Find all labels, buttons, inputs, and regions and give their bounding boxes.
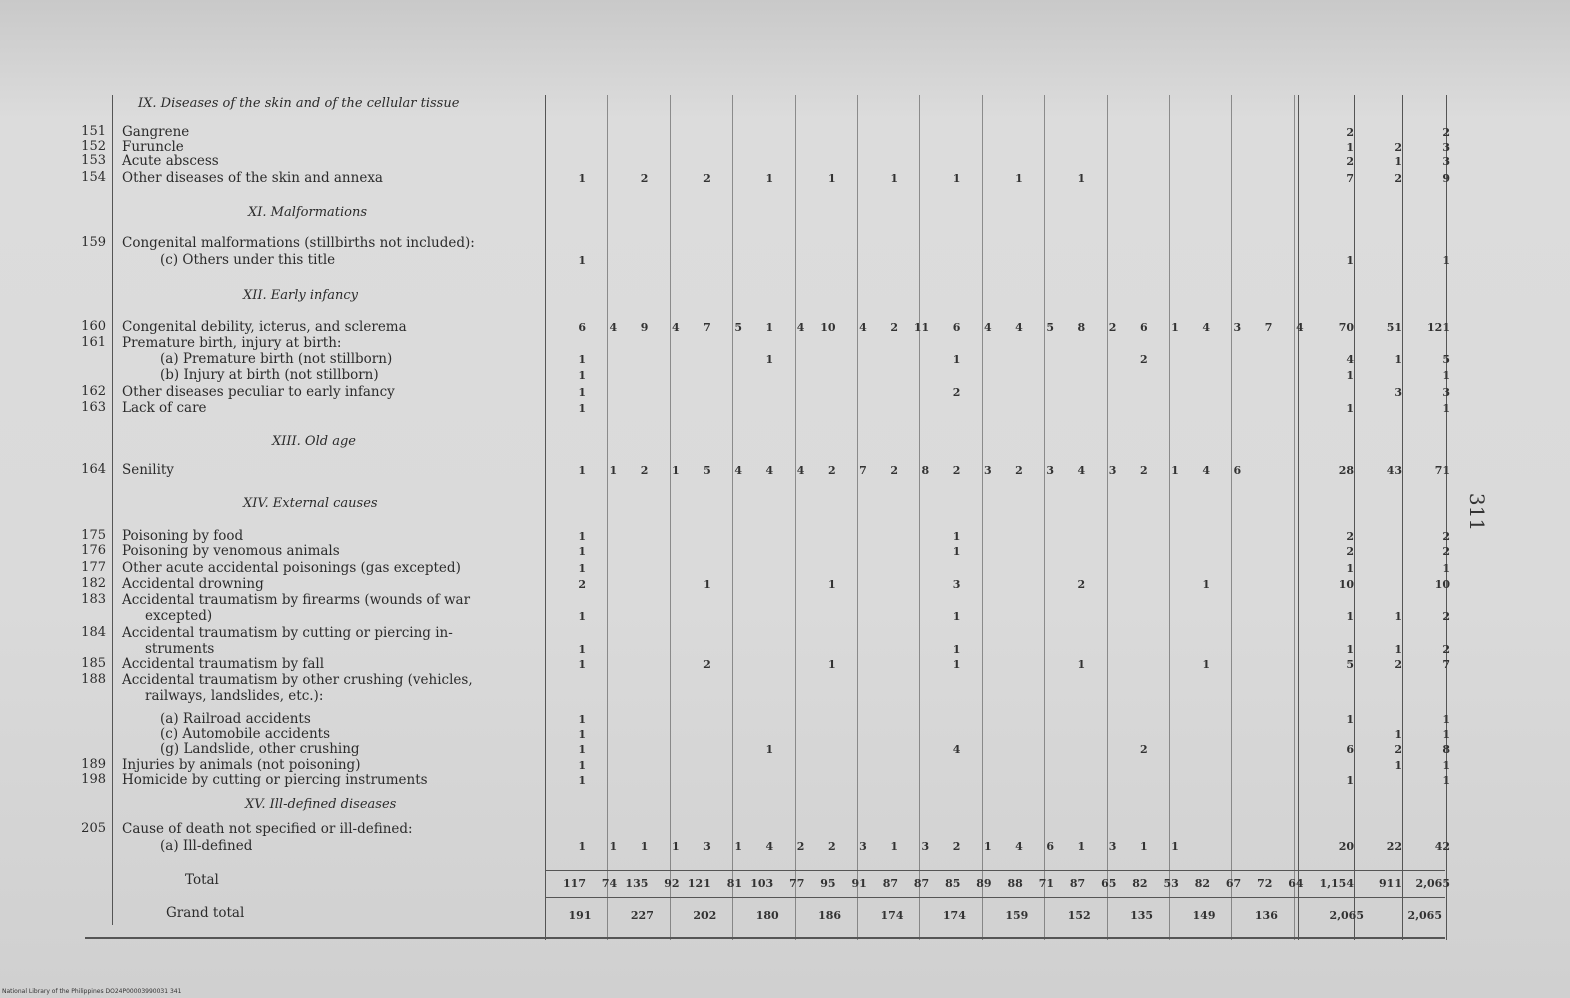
row-value: 7: [703, 321, 711, 334]
row-total: 71: [1434, 464, 1450, 477]
row-total: 1: [1442, 562, 1450, 575]
row-value: 4: [1202, 321, 1210, 334]
row-code: 153: [81, 153, 106, 168]
row-total: 1: [1394, 610, 1402, 623]
total-value: 53: [1163, 877, 1179, 890]
total-sum: 911: [1379, 877, 1402, 890]
grand-total-value: 180: [755, 909, 779, 922]
row-value: 1: [765, 321, 774, 334]
total-sum: 2,065: [1415, 877, 1450, 890]
column-rule: [1294, 95, 1295, 940]
grand-total-value: 202: [693, 909, 717, 922]
row-value: 4: [765, 840, 774, 853]
row-code: 160: [81, 319, 106, 334]
row-total: 2: [1442, 530, 1450, 543]
row-value: 2: [952, 464, 961, 477]
row-value: 2: [1139, 464, 1148, 477]
row-total: 1: [1442, 774, 1450, 787]
section-title-ix: IX. Diseases of the skin and of the cellular tissue: [138, 96, 460, 111]
row-value: 2: [640, 464, 649, 477]
row-total: 1: [1394, 728, 1402, 741]
row-total: 5: [1442, 353, 1450, 366]
row-label: struments: [145, 641, 215, 657]
total-value: 81: [726, 877, 742, 890]
row-value: 1: [1077, 840, 1086, 853]
row-code: 175: [81, 528, 106, 543]
row-total: 2: [1394, 172, 1402, 185]
row-total: 1: [1346, 610, 1354, 623]
total-value: 89: [976, 877, 992, 890]
row-value: 4: [1015, 840, 1023, 853]
row-total: 1: [1346, 141, 1354, 154]
total-value: 121: [687, 877, 711, 890]
row-value: 1: [1077, 172, 1086, 185]
row-value: 7: [859, 464, 867, 477]
column-rule: [670, 95, 671, 940]
row-total: 20: [1338, 840, 1354, 853]
bottom-rule: [85, 937, 1445, 939]
row-total: 3: [1442, 141, 1450, 154]
row-value: 1: [578, 743, 586, 756]
total-value: 67: [1225, 877, 1242, 890]
row-value: 1: [952, 610, 961, 623]
row-total: 1: [1346, 643, 1354, 656]
row-value: 1: [578, 369, 586, 382]
row-value: 3: [952, 578, 961, 591]
row-total: 3: [1394, 386, 1402, 399]
row-value: 2: [1077, 578, 1086, 591]
total-value: 64: [1288, 877, 1304, 890]
row-label: Congenital debility, icterus, and sclerema: [122, 319, 407, 335]
row-value: 1: [952, 658, 961, 671]
row-value: 1: [890, 172, 898, 185]
row-value: 2: [703, 172, 711, 185]
row-value: 2: [952, 840, 961, 853]
total-value: 74: [601, 877, 618, 890]
row-value: 2: [1139, 353, 1148, 366]
row-value: 4: [983, 321, 992, 334]
column-rule: [1402, 95, 1403, 940]
row-total: 8: [1442, 743, 1450, 756]
row-value: 10: [820, 321, 836, 334]
row-label: Poisoning by food: [122, 528, 244, 544]
row-value: 2: [1015, 464, 1023, 477]
row-code: 177: [81, 560, 106, 575]
row-label: Lack of care: [122, 400, 207, 416]
row-total: 42: [1434, 840, 1450, 853]
total-value: 82: [1132, 877, 1148, 890]
row-value: 5: [1046, 321, 1054, 334]
row-value: 6: [952, 321, 961, 334]
row-value: 2: [1139, 743, 1148, 756]
grand-total-value: 152: [1067, 909, 1091, 922]
row-label: Other diseases of the skin and annexa: [122, 170, 383, 186]
row-value: 7: [1264, 321, 1273, 334]
row-total: 1: [1346, 713, 1354, 726]
row-value: 1: [952, 530, 961, 543]
row-value: 1: [765, 353, 774, 366]
row-value: 8: [921, 464, 930, 477]
row-value: 1: [578, 562, 586, 575]
row-value: 2: [952, 386, 961, 399]
row-total: 22: [1386, 840, 1402, 853]
row-value: 2: [578, 578, 586, 591]
row-label: Homicide by cutting or piercing instruments: [122, 772, 428, 788]
row-value: 1: [671, 464, 680, 477]
grand-total-sum: 2,065: [1329, 909, 1364, 922]
row-value: 4: [1077, 464, 1086, 477]
row-label: Furuncle: [122, 139, 184, 155]
row-total: 1: [1394, 643, 1402, 656]
row-value: 1: [578, 610, 586, 623]
row-value: 3: [859, 840, 867, 853]
row-value: 1: [1171, 321, 1179, 334]
row-value: 4: [765, 464, 774, 477]
row-value: 1: [1202, 578, 1210, 591]
grand-total-value: 136: [1254, 909, 1278, 922]
row-total: 121: [1427, 321, 1450, 334]
row-total: 10: [1338, 578, 1354, 591]
column-rule: [1446, 95, 1447, 940]
row-code: 161: [81, 335, 106, 350]
row-label: Premature birth, injury at birth:: [122, 335, 342, 351]
row-code: 205: [81, 821, 106, 836]
total-value: 87: [913, 877, 930, 890]
total-value: 117: [563, 877, 586, 890]
row-code: 159: [81, 235, 106, 250]
row-value: 4: [952, 743, 961, 756]
row-label: Cause of death not specified or ill-defined:: [122, 821, 413, 837]
row-value: 2: [1108, 321, 1117, 334]
column-rule: [1354, 95, 1355, 940]
total-rule: [545, 897, 1445, 898]
row-code: 183: [81, 592, 106, 607]
row-value: 4: [859, 321, 867, 334]
row-value: 2: [827, 840, 836, 853]
row-value: 3: [1046, 464, 1054, 477]
total-sum: 1,154: [1319, 877, 1354, 890]
row-value: 4: [671, 321, 680, 334]
total-rule: [545, 870, 1445, 871]
row-total: 2: [1442, 126, 1450, 139]
row-value: 3: [1233, 321, 1242, 334]
row-label: excepted): [145, 608, 213, 624]
row-value: 8: [1077, 321, 1086, 334]
row-value: 6: [578, 321, 586, 334]
row-label: Accidental traumatism by cutting or piercing in-: [122, 625, 453, 641]
row-value: 1: [952, 172, 961, 185]
row-total: 1: [1442, 759, 1450, 772]
row-label: Gangrene: [122, 124, 190, 140]
page-number: 311: [1464, 492, 1489, 532]
row-label: Accidental drowning: [122, 576, 264, 592]
row-value: 4: [1015, 321, 1023, 334]
row-value: 1: [609, 840, 618, 853]
section-title-xiv: XIV. External causes: [243, 496, 378, 511]
section-title-xi: XI. Malformations: [248, 205, 368, 220]
row-value: 9: [640, 321, 649, 334]
total-value: 91: [851, 877, 867, 890]
row-label: Other acute accidental poisonings (gas excepted): [122, 560, 461, 576]
row-code: 164: [81, 462, 106, 477]
row-value: 1: [578, 658, 586, 671]
row-value: 1: [640, 840, 649, 853]
row-total: 2: [1394, 743, 1402, 756]
grand-total-value: 149: [1192, 909, 1216, 922]
row-label: Other diseases peculiar to early infancy: [122, 384, 395, 400]
column-rule: [545, 95, 546, 940]
row-value: 1: [578, 172, 586, 185]
row-value: 4: [796, 464, 805, 477]
grand-total-value: 174: [942, 909, 966, 922]
row-value: 4: [609, 321, 618, 334]
column-rule: [795, 95, 796, 940]
row-value: 1: [952, 545, 961, 558]
total-value: 135: [625, 877, 649, 890]
row-value: 11: [913, 321, 930, 334]
row-value: 1: [578, 254, 586, 267]
column-rule: [1231, 95, 1232, 940]
row-value: 3: [921, 840, 930, 853]
row-value: 2: [640, 172, 649, 185]
grand-total-value: 227: [630, 909, 654, 922]
row-value: 1: [827, 172, 836, 185]
row-total: 7: [1346, 172, 1354, 185]
row-value: 2: [796, 840, 805, 853]
row-value: 4: [796, 321, 805, 334]
row-value: 1: [578, 402, 586, 415]
row-code: 163: [81, 400, 106, 415]
grand-total-value: 174: [880, 909, 904, 922]
row-label: Senility: [122, 462, 174, 478]
grand-total-value: 159: [1005, 909, 1029, 922]
total-value: 95: [820, 877, 836, 890]
row-total: 7: [1442, 658, 1450, 671]
row-total: 2: [1346, 530, 1354, 543]
row-label: Injuries by animals (not poisoning): [122, 757, 361, 773]
column-rule: [919, 95, 920, 940]
row-total: 2: [1442, 610, 1450, 623]
row-value: 1: [578, 643, 586, 656]
row-label: Congenital malformations (stillbirths not included):: [122, 235, 475, 251]
row-total: 1: [1346, 369, 1354, 382]
row-code: 162: [81, 384, 106, 399]
row-label: railways, landslides, etc.):: [145, 688, 324, 704]
column-rule: [857, 95, 858, 940]
row-total: 1: [1346, 254, 1354, 267]
row-total: 4: [1346, 353, 1354, 366]
column-rule: [982, 95, 983, 940]
row-code: 189: [81, 757, 106, 772]
row-code: 188: [81, 672, 106, 687]
row-total: 2: [1346, 545, 1354, 558]
total-value: 85: [945, 877, 961, 890]
total-value: 87: [882, 877, 898, 890]
row-label: (a) Premature birth (not stillborn): [160, 351, 393, 367]
row-value: 3: [983, 464, 992, 477]
row-value: 1: [1171, 464, 1179, 477]
row-value: 1: [1077, 658, 1086, 671]
row-code: 176: [81, 543, 106, 558]
row-value: 1: [578, 545, 586, 558]
row-total: 1: [1442, 728, 1450, 741]
row-value: 1: [765, 743, 774, 756]
section-title-xiii: XIII. Old age: [272, 434, 356, 449]
row-label: Poisoning by venomous animals: [122, 543, 340, 559]
grand-total-label: Grand total: [166, 905, 245, 921]
section-title-xii: XII. Early infancy: [243, 288, 358, 303]
row-total: 1: [1394, 759, 1402, 772]
row-total: 1: [1346, 402, 1354, 415]
row-label: Accidental traumatism by fall: [122, 656, 325, 672]
column-rule: [607, 95, 608, 940]
column-rule: [1298, 95, 1299, 940]
row-total: 1: [1394, 353, 1402, 366]
row-total: 2: [1346, 155, 1354, 168]
row-value: 1: [1171, 840, 1179, 853]
row-code: 182: [81, 576, 106, 591]
row-value: 3: [703, 840, 711, 853]
row-value: 2: [703, 658, 711, 671]
row-value: 1: [734, 840, 742, 853]
grand-total-value: 186: [818, 909, 842, 922]
row-value: 4: [1202, 464, 1210, 477]
row-code: 151: [81, 124, 106, 139]
total-value: 71: [1038, 877, 1054, 890]
row-value: 1: [952, 643, 961, 656]
row-total: 1: [1442, 254, 1450, 267]
total-value: 87: [1069, 877, 1086, 890]
total-value: 65: [1101, 877, 1117, 890]
column-rule: [732, 95, 733, 940]
row-label: (g) Landslide, other crushing: [160, 741, 360, 757]
row-value: 1: [671, 840, 680, 853]
column-rule: [1107, 95, 1108, 940]
row-total: 51: [1386, 321, 1402, 334]
row-total: 2: [1346, 126, 1354, 139]
row-code: 152: [81, 139, 106, 154]
row-value: 2: [827, 464, 836, 477]
row-value: 1: [983, 840, 992, 853]
total-value: 88: [1007, 877, 1023, 890]
row-value: 1: [1015, 172, 1023, 185]
row-total: 28: [1338, 464, 1354, 477]
library-footer: National Library of the Philippines DO24P00003990031 341: [2, 988, 182, 995]
row-value: 1: [578, 774, 586, 787]
row-code: 154: [81, 170, 106, 185]
row-label: (a) Railroad accidents: [160, 711, 311, 727]
row-value: 1: [952, 353, 961, 366]
row-value: 6: [1139, 321, 1148, 334]
row-label: (c) Others under this title: [160, 252, 336, 268]
total-label: Total: [185, 872, 219, 888]
grand-total-sum: 2,065: [1407, 909, 1442, 922]
row-total: 9: [1442, 172, 1450, 185]
row-value: 1: [578, 840, 586, 853]
row-value: 1: [703, 578, 711, 591]
row-value: 6: [1233, 464, 1242, 477]
row-value: 4: [1295, 321, 1304, 334]
label-rule: [112, 95, 113, 925]
row-label: (b) Injury at birth (not stillborn): [160, 367, 379, 383]
row-total: 10: [1434, 578, 1450, 591]
column-rule: [1044, 95, 1045, 940]
row-value: 1: [578, 353, 586, 366]
row-value: 5: [703, 464, 711, 477]
row-value: 5: [734, 321, 742, 334]
row-total: 70: [1338, 321, 1354, 334]
grand-total-value: 135: [1130, 909, 1154, 922]
row-value: 1: [827, 578, 836, 591]
row-total: 1: [1346, 774, 1354, 787]
row-value: 4: [734, 464, 742, 477]
row-value: 1: [1202, 658, 1210, 671]
total-value: 92: [664, 877, 680, 890]
row-label: Accidental traumatism by firearms (wounds of war: [122, 592, 471, 608]
row-code: 185: [81, 656, 106, 671]
row-total: 3: [1442, 386, 1450, 399]
row-value: 6: [1046, 840, 1054, 853]
row-total: 2: [1442, 545, 1450, 558]
row-total: 1: [1394, 155, 1402, 168]
row-value: 1: [1139, 840, 1148, 853]
row-value: 2: [890, 321, 898, 334]
row-total: 3: [1442, 155, 1450, 168]
row-total: 43: [1386, 464, 1402, 477]
row-value: 3: [1108, 464, 1117, 477]
row-total: 5: [1346, 658, 1354, 671]
row-total: 1: [1442, 402, 1450, 415]
row-total: 6: [1346, 743, 1354, 756]
row-code: 198: [81, 772, 106, 787]
section-title-xv: XV. Ill-defined diseases: [245, 797, 397, 812]
row-value: 1: [578, 759, 586, 772]
total-value: 77: [789, 877, 805, 890]
row-value: 1: [765, 172, 774, 185]
row-value: 1: [578, 728, 586, 741]
row-value: 1: [609, 464, 618, 477]
grand-total-value: 191: [568, 909, 592, 922]
column-rule: [1169, 95, 1170, 940]
row-value: 1: [890, 840, 898, 853]
row-label: Accidental traumatism by other crushing (vehicles,: [122, 672, 473, 688]
row-value: 1: [578, 464, 586, 477]
row-total: 2: [1394, 141, 1402, 154]
row-total: 2: [1394, 658, 1402, 671]
row-value: 1: [827, 658, 836, 671]
total-value: 82: [1194, 877, 1210, 890]
row-label: (c) Automobile accidents: [160, 726, 331, 742]
row-total: 1: [1346, 562, 1354, 575]
row-total: 1: [1442, 713, 1450, 726]
row-label: Acute abscess: [122, 153, 219, 169]
total-value: 103: [750, 877, 774, 890]
row-value: 3: [1108, 840, 1117, 853]
row-value: 1: [578, 530, 586, 543]
total-value: 72: [1257, 877, 1273, 890]
row-value: 2: [890, 464, 898, 477]
row-value: 1: [578, 713, 586, 726]
row-total: 2: [1442, 643, 1450, 656]
row-code: 184: [81, 625, 106, 640]
row-value: 1: [578, 386, 586, 399]
row-total: 1: [1442, 369, 1450, 382]
row-label: (a) Ill-defined: [160, 838, 253, 854]
